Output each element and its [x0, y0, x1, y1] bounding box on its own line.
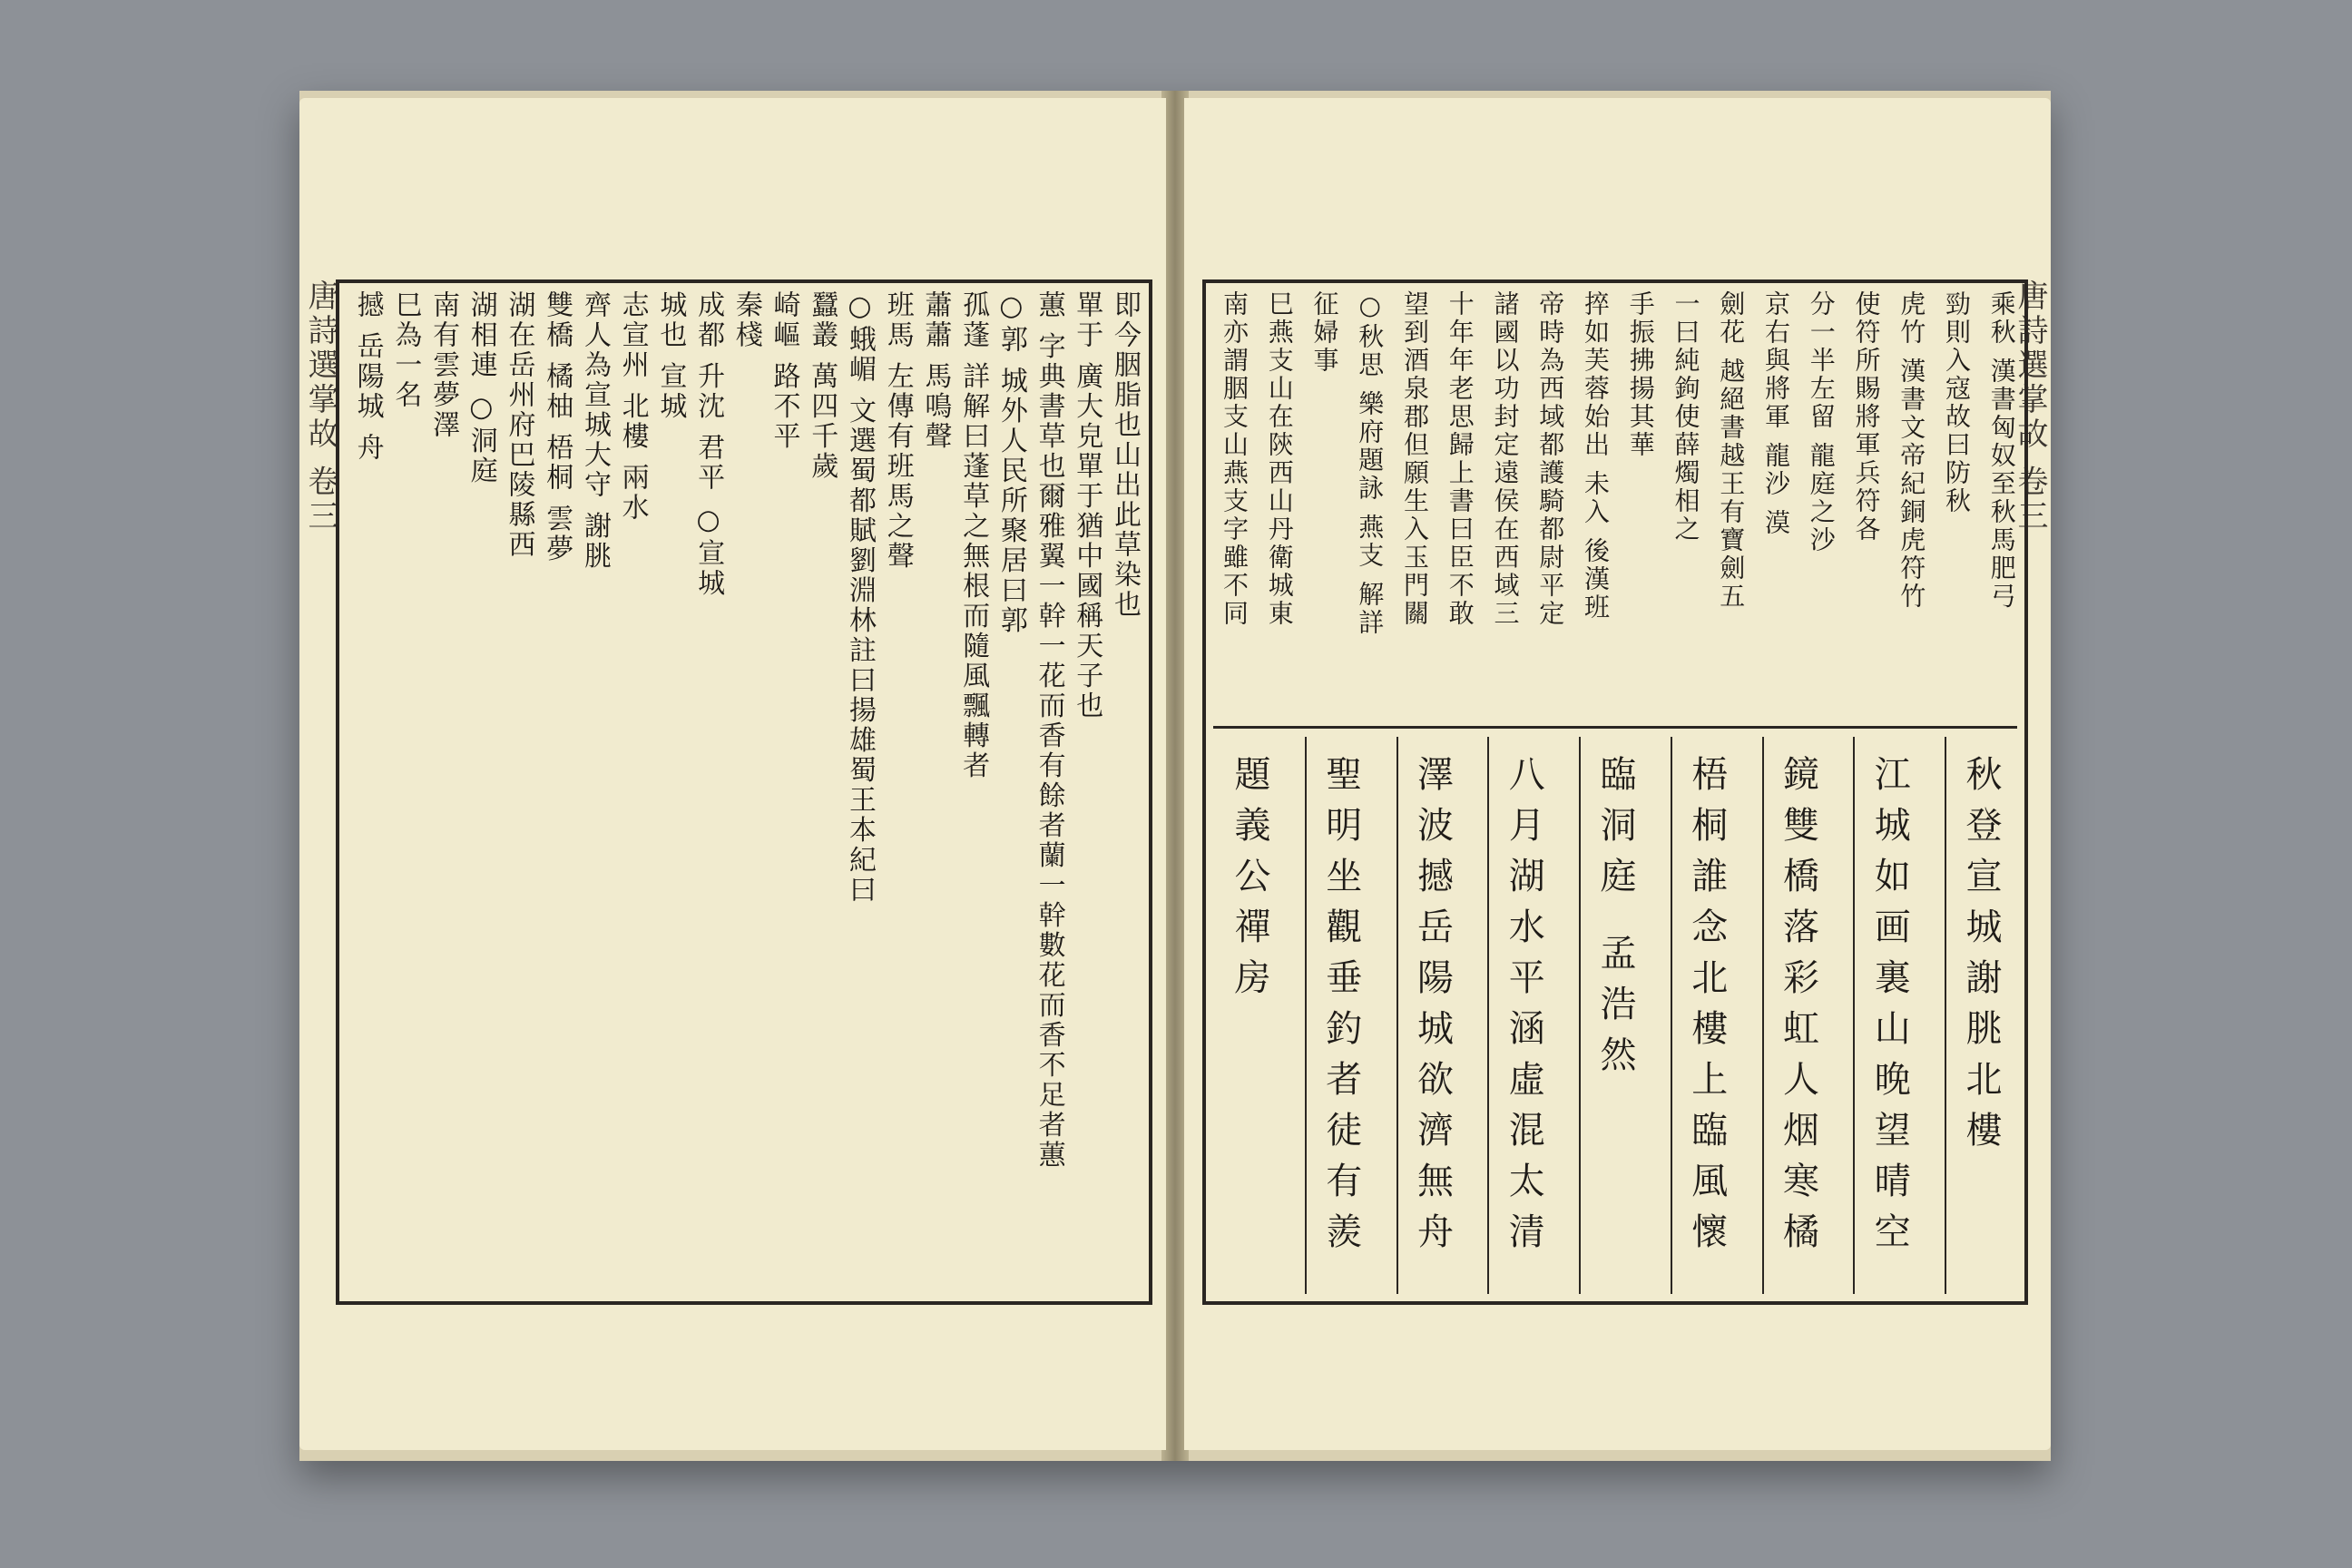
note-column: 虎竹 漢書文帝紀銅虎符竹	[1896, 290, 1927, 611]
text-column: 孤蓬 詳解曰蓬草之無根而隨風飄轉者	[957, 290, 990, 781]
note-column: 諸國以功封定遠侯在西域三	[1490, 290, 1521, 628]
right-poem-block	[1213, 737, 2017, 1294]
text-column: 齊人為宣城大守 謝朓	[578, 290, 611, 572]
text-column: 蕭蕭 馬鳴聲	[919, 290, 952, 452]
text-column: 崎嶇 路不平	[768, 290, 800, 452]
poem-column: 澤波撼岳陽城欲濟無舟	[1396, 737, 1469, 1294]
text-column: 蕙 字典書草也爾雅翼一幹一花而香有餘者蘭一幹數花而香不足者蕙	[1033, 290, 1065, 1171]
text-column: 秦棧	[730, 290, 762, 350]
margin-label: 唐詩選掌故	[2012, 279, 2048, 452]
poem-column: 聖明坐觀垂釣者徒有羨	[1305, 737, 1377, 1294]
text-column: 湖在岳州府巴陵縣西	[503, 290, 535, 560]
text-column: 單于 廣大皃單于猶中國稱天子也	[1071, 290, 1103, 721]
note-column: 分一半左留 龍庭之沙	[1806, 290, 1837, 554]
text-column: 蠶叢 萬四千歲	[806, 290, 838, 482]
poem-column: 鏡雙橋落彩虹人烟寒橘	[1762, 737, 1835, 1294]
text-column: 志宣州 北樓 兩水	[616, 290, 649, 524]
text-column: ○蛾嵋 文選蜀都賦劉淵林註曰揚雄蜀王本紀曰	[843, 290, 876, 906]
text-column: 巳為一名	[389, 290, 422, 410]
note-column: 一曰純鉤使薛燭相之	[1671, 290, 1701, 544]
text-column: 撼 岳陽城 舟	[351, 290, 384, 464]
note-column: ○秋思 樂府題詠 燕支 解詳	[1355, 290, 1386, 637]
poem-column: 臨洞庭 孟浩然	[1579, 737, 1651, 1294]
open-book	[299, 91, 2051, 1461]
note-column: 十年年老思歸上書曰臣不敢	[1445, 290, 1475, 628]
note-column: 征婦事	[1309, 290, 1340, 375]
right-notes-block	[1213, 290, 2017, 729]
poem-column: 題義公禪房	[1229, 755, 1270, 1009]
note-column: 劍花 越絕書越王有寶劍五	[1716, 290, 1747, 611]
note-column: 手振拂揚其華	[1625, 290, 1656, 459]
text-column: 班馬 左傳有班馬之聲	[881, 290, 914, 572]
text-column: 城也 宣城	[654, 290, 687, 422]
note-column: 帝時為西域都護騎都尉平定	[1535, 290, 1566, 628]
text-column: 湖相連 ○洞庭	[465, 290, 497, 486]
poem-column: 江城如画裏山晚望晴空	[1853, 737, 1926, 1294]
text-column: 雙橋 橘柚 梧桐 雲夢	[541, 290, 573, 564]
note-column: 京右與將軍 龍沙 漠	[1761, 290, 1791, 537]
left-page	[299, 98, 1166, 1450]
right-text-frame	[1202, 279, 2028, 1305]
right-page	[1184, 98, 2051, 1450]
poem-column: 秋登宣城謝朓北樓	[1945, 737, 2017, 1294]
text-column: 即今胭脂也山出此草染也	[1109, 290, 1141, 620]
note-column: 乘秋 漢書匈奴至秋馬肥弓	[1986, 290, 2017, 611]
poem-column: 八月湖水平涵虛混太清	[1487, 737, 1560, 1294]
note-column: 使符所賜將軍兵符各	[1851, 290, 1882, 544]
note-column: 巳燕支山在陝西山丹衛城東	[1264, 290, 1295, 628]
margin-label: 唐詩選掌故	[302, 279, 338, 452]
note-column: 勁則入寇故曰防秋	[1942, 290, 1972, 515]
margin-volume: 卷三	[302, 465, 338, 534]
left-columns	[347, 290, 1142, 1294]
text-column: 成都 升沈 君平 ○宣城	[692, 290, 725, 599]
text-column: ○郭 城外人民所聚居曰郭	[995, 290, 1027, 636]
note-column: 望到酒泉郡但願生入玉門關	[1400, 290, 1430, 628]
left-text-frame	[336, 279, 1152, 1305]
note-column: 南亦謂胭支山燕支字雖不同	[1220, 290, 1250, 628]
margin-volume: 卷三	[2012, 465, 2048, 534]
text-column: 南有雲夢澤	[427, 290, 460, 440]
poem-column: 梧桐誰念北樓上臨風懷	[1671, 737, 1743, 1294]
note-column: 捽如芙蓉始出 未入 後漢班	[1581, 290, 1611, 622]
